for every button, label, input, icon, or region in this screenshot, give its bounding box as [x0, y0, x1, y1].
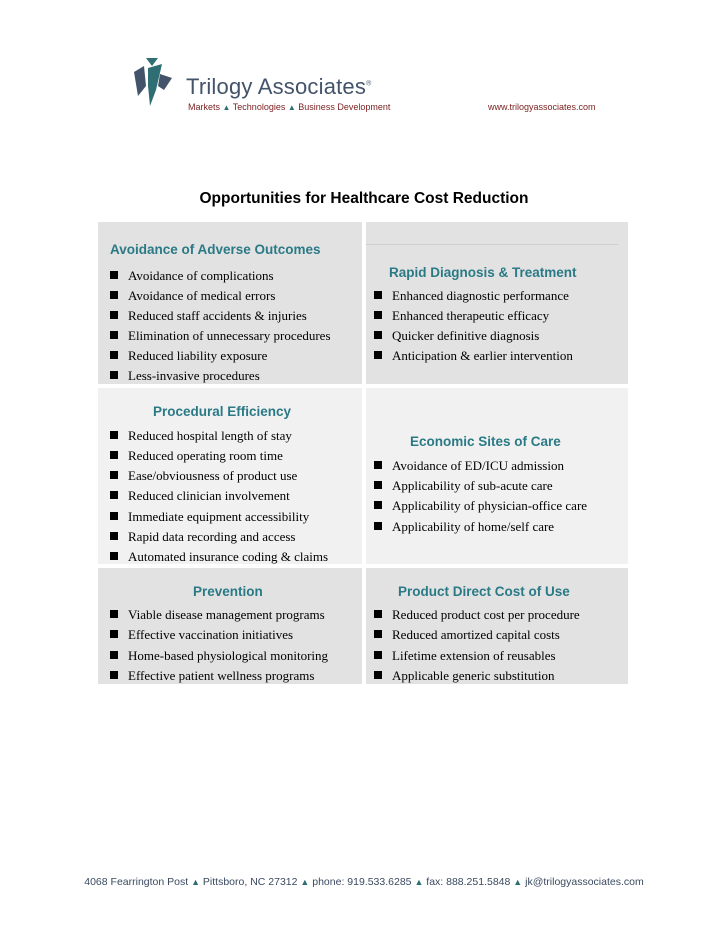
- list-item: Avoidance of medical errors: [110, 288, 275, 303]
- list-item: Rapid data recording and access: [110, 529, 295, 544]
- company-tagline: Markets ▲ Technologies ▲ Business Development: [188, 102, 391, 112]
- list-item: Enhanced diagnostic performance: [374, 288, 569, 303]
- footer-contact: 4068 Fearrington Post ▲ Pittsboro, NC 27312 ▲ phone: 919.533.6285 ▲ fax: 888.251.5848 ▲ jk@trilogyassociates.com: [84, 876, 644, 888]
- heading-economic-sites: Economic Sites of Care: [410, 434, 561, 449]
- list-item: Avoidance of complications: [110, 268, 274, 283]
- list-item: Reduced clinician involvement: [110, 488, 290, 503]
- list-item: Reduced hospital length of stay: [110, 428, 292, 443]
- page-title: Opportunities for Healthcare Cost Reduction: [199, 190, 529, 207]
- cell-economic-sites: [366, 388, 628, 564]
- list-item: Reduced liability exposure: [110, 348, 267, 363]
- list-item: Reduced staff accidents & injuries: [110, 308, 307, 323]
- list-item: Applicability of physician-office care: [374, 498, 587, 513]
- list-item: Viable disease management programs: [110, 607, 325, 622]
- list-item: Home-based physiological monitoring: [110, 648, 328, 663]
- list-item: Applicable generic substitution: [374, 668, 554, 683]
- list-item: Ease/obviousness of product use: [110, 468, 297, 483]
- list-item: Immediate equipment accessibility: [110, 509, 309, 524]
- website-url: www.trilogyassociates.com: [488, 102, 596, 112]
- list-item: Applicability of home/self care: [374, 519, 554, 534]
- list-item: Quicker definitive diagnosis: [374, 328, 539, 343]
- list-item: Elimination of unnecessary procedures: [110, 328, 331, 343]
- heading-prevention: Prevention: [193, 584, 263, 599]
- list-item: Effective patient wellness programs: [110, 668, 314, 683]
- list-item: Anticipation & earlier intervention: [374, 348, 573, 363]
- list-item: Effective vaccination initiatives: [110, 627, 293, 642]
- trilogy-logo-icon: [128, 56, 176, 110]
- list-item: Enhanced therapeutic efficacy: [374, 308, 549, 323]
- list-item: Avoidance of ED/ICU admission: [374, 458, 564, 473]
- grid-line: [366, 244, 618, 245]
- list-item: Reduced operating room time: [110, 448, 283, 463]
- list-item: Lifetime extension of reusables: [374, 648, 556, 663]
- list-item: Less-invasive procedures: [110, 368, 260, 383]
- heading-procedural-efficiency: Procedural Efficiency: [153, 404, 292, 419]
- list-item: Reduced product cost per procedure: [374, 607, 580, 622]
- heading-rapid-diagnosis: Rapid Diagnosis & Treatment: [389, 265, 577, 280]
- list-item: Applicability of sub-acute care: [374, 478, 553, 493]
- heading-adverse-outcomes: Avoidance of Adverse Outcomes: [110, 242, 321, 257]
- heading-product-cost: Product Direct Cost of Use: [398, 584, 570, 599]
- company-name: Trilogy Associates®: [186, 74, 372, 99]
- list-item: Automated insurance coding & claims: [110, 549, 328, 564]
- list-item: Reduced amortized capital costs: [374, 627, 560, 642]
